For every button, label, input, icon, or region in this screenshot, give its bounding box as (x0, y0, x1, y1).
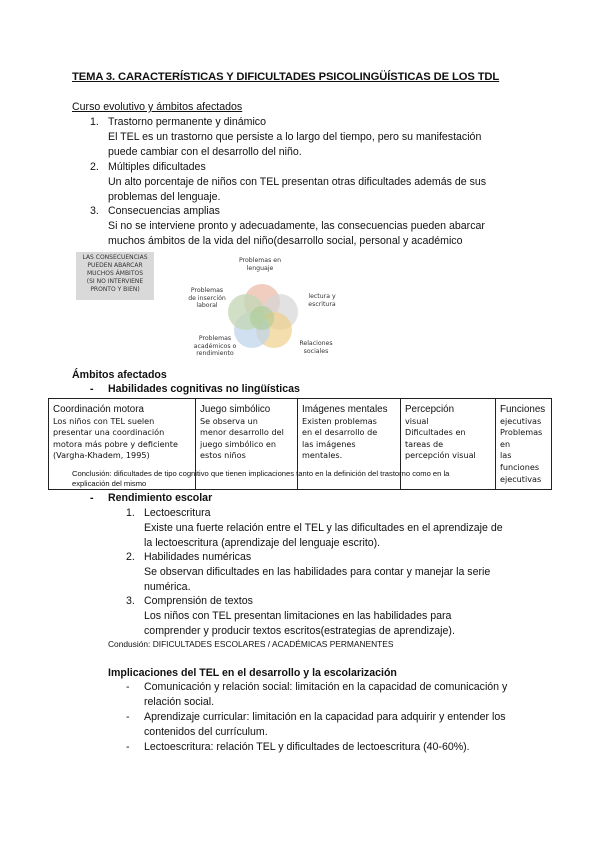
section-heading-implicaciones: Implicaciones del TEL en el desarrollo y la escolarización (108, 667, 397, 679)
bullet-rendimiento: - Rendimiento escolar (90, 492, 213, 504)
page-title: TEMA 3. CARACTERÍSTICAS Y DIFICULTADES PSICOLINGÜÍSTICAS DE LOS TDL (72, 71, 500, 83)
table-cell: Coordinación motora Los niños con TEL suelen presentar una coordinación motora más pobre y deficiente (Vargha-Khadem, 1995) (49, 399, 196, 490)
list-item: 2. Habilidades numéricas Se observan dificultades en las habilidades para contar y manejar la serie numérica. (126, 551, 491, 593)
venn-label-top: Problemas en lenguaje (238, 257, 281, 272)
venn-label-left: Problemas de inserción laboral (188, 287, 226, 309)
conclusion-school: Condusión: DIFICULTADES ESCOLARES / ACADÉMICAS PERMANENTES (108, 639, 394, 649)
list-item: 3. Comprensión de textos Los niños con TEL presentan limitaciones en las habilidades para comprender y producir textos escritos(estrategias de aprendizaje). (126, 595, 455, 637)
bullet-cognitive: - Habilidades cognitivas no lingüísticas (90, 383, 300, 395)
list-item: - Comunicación y relación social: limitación en la capacidad de comunicación y relación social. (126, 681, 508, 708)
list-item: 1. Lectoescritura Existe una fuerte relación entre el TEL y las dificultades en el aprendizaje de la lectoescritura (aprendizaje del lenguaje escrito). (126, 507, 503, 549)
section-heading-curso: Curso evolutivo y ámbitos afectados (72, 101, 243, 113)
consequences-note: LAS CONSECUENCIAS PUEDEN ABARCAR MUCHOS ÁMBITOS (SI NO INTERVIENE PRONTO Y BIEN) (76, 252, 154, 300)
table-cell: Funciones ejecutivas Problemas en las funciones ejecutivas (496, 399, 552, 490)
list-item: 3. Consecuencias amplias Si no se interviene pronto y adecuadamente, las consecuencias pueden abarcar muchos ámbitos de la vida del niño(desarrollo social, personal y académico (90, 205, 485, 247)
section-heading-ambitos: Ámbitos afectados (72, 369, 167, 381)
list-item: - Lectoescritura: relación TEL y dificultades de lectoescritura (40-60%). (126, 741, 470, 753)
venn-circle-center (250, 306, 274, 330)
table-cell: Percepción visual Dificultades en tareas de percepción visual (401, 399, 496, 490)
table-cell: Juego simbólico Se observa un menor desarrollo del juego simbólico en estos niños (196, 399, 298, 490)
list-item: - Aprendizaje curricular: limitación en la capacidad para adquirir y entender los contenidos del currículum. (126, 711, 506, 738)
venn-label-right: lectura y escritura (308, 293, 336, 308)
list-item: 2. Múltiples dificultades Un alto porcentaje de niños con TEL presentan otras dificultades además de sus problemas del lenguaje. (90, 161, 487, 203)
conclusion-cognitive: Conclusión: dificultades de tipo cognitivo que tienen implicaciones tanto en la definición del trastorno como en la explicación del mismo (72, 469, 450, 488)
venn-label-bottom-right: Relaciones sociales (299, 340, 333, 355)
list-item: 1. Trastorno permanente y dinámico El TEL es un trastorno que persiste a lo largo del tiempo, pero su manifestación puede cambiar con el desarrollo del niño. (90, 116, 482, 158)
venn-label-bottom-left: Problemas académicos o rendimiento (193, 335, 237, 357)
table-cell: Imágenes mentales Existen problemas en el desarrollo de las imágenes mentales. (298, 399, 401, 490)
